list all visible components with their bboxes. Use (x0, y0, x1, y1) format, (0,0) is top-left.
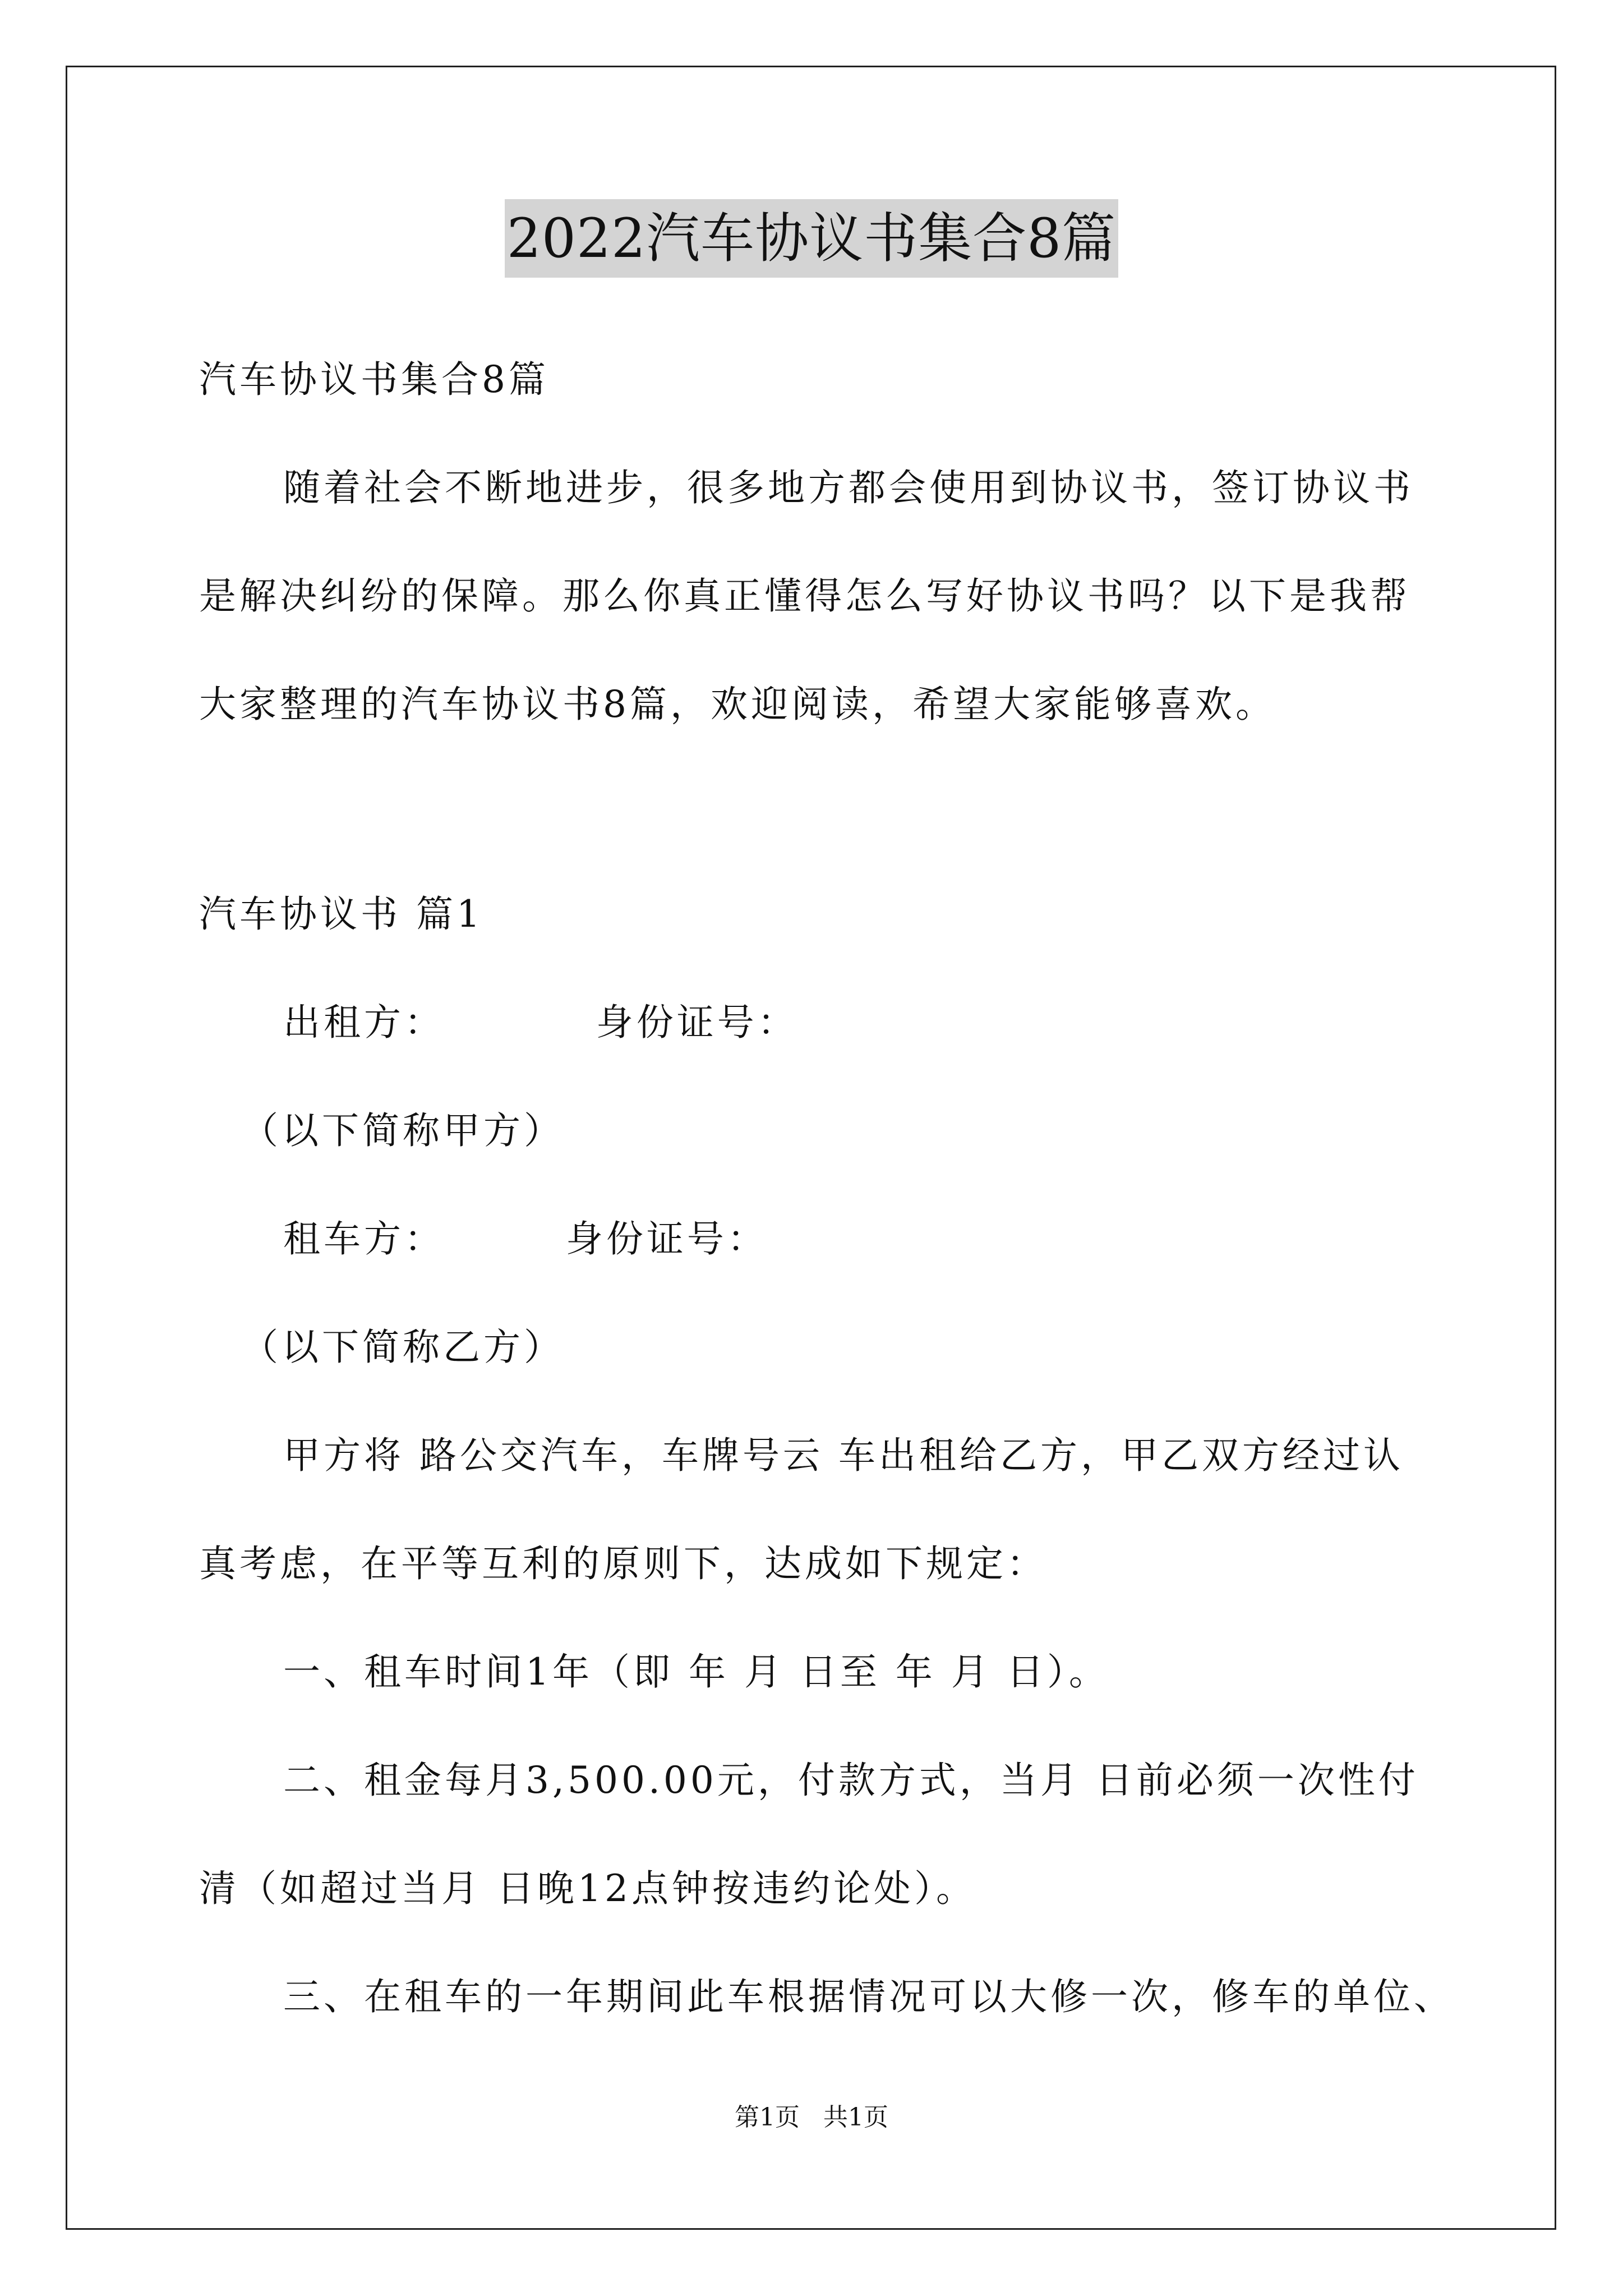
title-container (0, 199, 1623, 278)
body-line-1: 甲方将 路公交汽车，车牌号云 车出租给乙方，甲乙双方经过认 (283, 1434, 1404, 1477)
body-line-3: 一、租车时间1年（即 年 月 日至 年 月 日）。 (283, 1650, 1109, 1694)
intro-line-3: 大家整理的汽车协议书8篇，欢迎阅读，希望大家能够喜欢。 (199, 683, 1276, 726)
section-heading: 汽车协议书 篇1 (199, 892, 483, 936)
document-subtitle: 汽车协议书集合8篇 (199, 358, 549, 401)
page-number-footer: 第1页 共1页 (735, 2103, 888, 2132)
lessee-line: 租车方： 身份证号： (283, 1217, 768, 1260)
body-line-2: 真考虑，在平等互利的原则下，达成如下规定： (199, 1542, 1047, 1585)
body-line-4: 二、租金每月3,500.00元，付款方式，当月 日前必须一次性付 (283, 1759, 1419, 1802)
body-line-5: 清（如超过当月 日晚12点钟按违约论处）。 (199, 1867, 976, 1910)
intro-line-2: 是解决纠纷的保障。那么你真正懂得怎么写好协议书吗？以下是我帮 (199, 574, 1410, 618)
lessor-abbreviation: （以下简称甲方） (241, 1109, 564, 1152)
document-title: 2022汽车协议书集合8篇 (505, 199, 1118, 278)
lessor-line: 出租方： 身份证号： (283, 1001, 798, 1044)
body-line-6: 三、在租车的一年期间此车根据情况可以大修一次，修车的单位、 (283, 1975, 1454, 2018)
intro-line-1: 随着社会不断地进步，很多地方都会使用到协议书，签订协议书 (283, 466, 1414, 509)
lessee-abbreviation: （以下简称乙方） (241, 1326, 564, 1369)
